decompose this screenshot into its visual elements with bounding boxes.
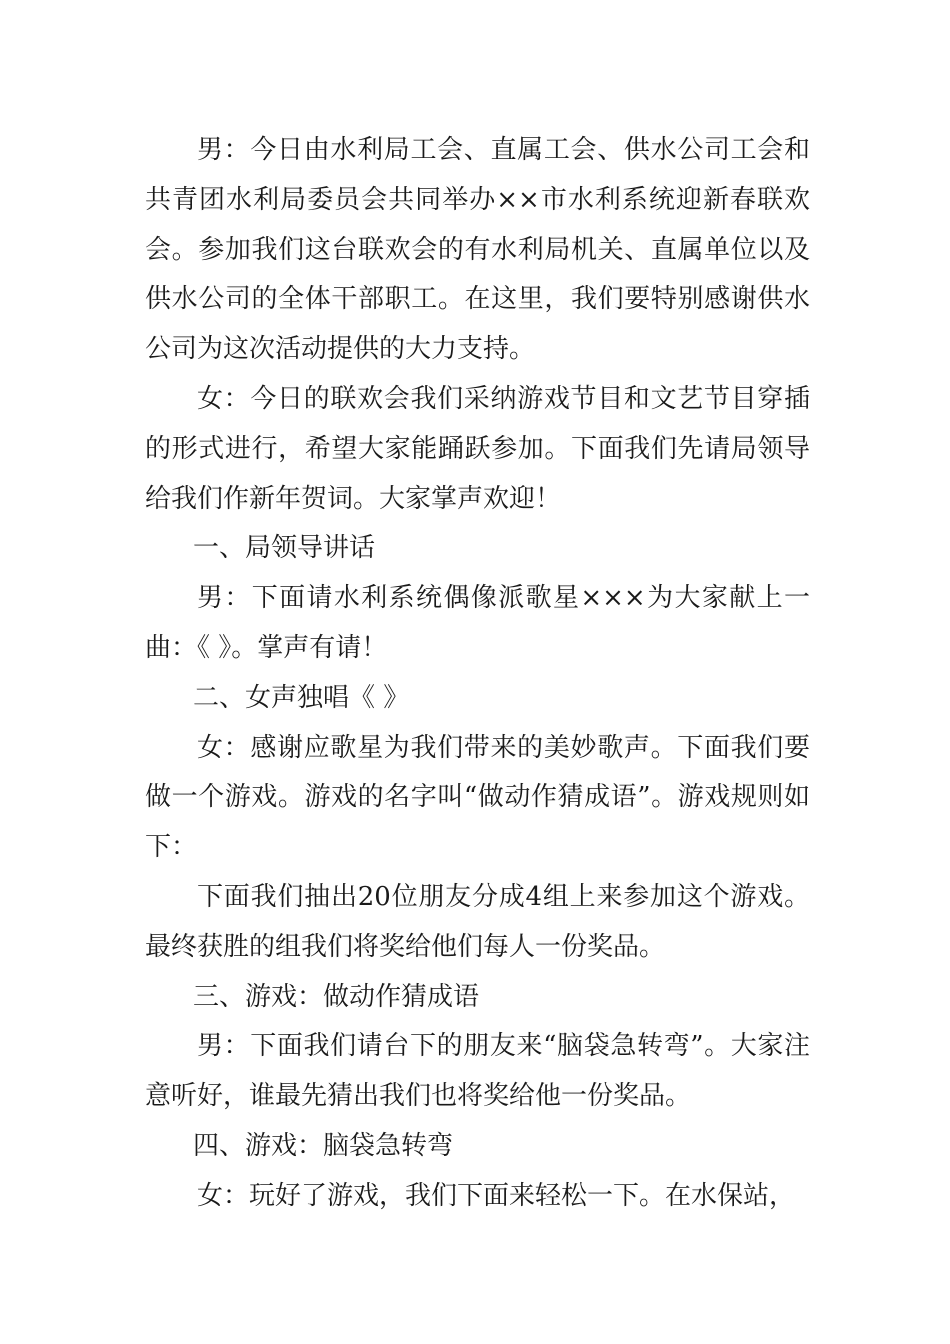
paragraph-brain-teaser-intro: 男：下面我们请台下的朋友来“脑袋急转弯”。大家注意听好，谁最先猜出我们也将奖给他一份奖品。 — [145, 1031, 810, 1112]
section-heading-3: 三、游戏：做动作猜成语 — [193, 981, 480, 1012]
paragraph-opening-male: 男：今日由水利局工会、直属工会、供水公司工会和共青团水利局委员会共同举办××市水利系统迎新春联欢会。参加我们这台联欢会的有水利局机关、直属单位以及供水公司的全体干部职工。在这里，我们要特别感谢供水公司为这次活动提供的大力支持。 — [145, 135, 810, 365]
paragraph-game-rules: 下面我们抽出20位朋友分成4组上来参加这个游戏。最终获胜的组我们将奖给他们每人一份奖品。 — [145, 881, 810, 962]
paragraph-opening-female: 女：今日的联欢会我们采纳游戏节目和文艺节目穿插的形式进行，希望大家能踊跃参加。下面我们先请局领导给我们作新年贺词。大家掌声欢迎！ — [145, 383, 810, 514]
paragraph-intro-singer: 男：下面请水利系统偶像派歌星×××为大家献上一曲：《 》。掌声有请！ — [145, 583, 810, 663]
section-heading-4: 四、游戏：脑袋急转弯 — [193, 1130, 454, 1161]
paragraph-game-intro: 女：感谢应歌星为我们带来的美妙歌声。下面我们要做一个游戏。游戏的名字叫“做动作猜成语”。游戏规则如下： — [145, 732, 810, 863]
section-heading-2: 二、女声独唱《 》 — [193, 682, 410, 713]
document-body — [145, 126, 810, 1222]
section-heading-1: 一、局领导讲话 — [193, 533, 376, 564]
paragraph-relax-intro: 女：玩好了游戏，我们下面来轻松一下。在水保站， — [197, 1180, 796, 1211]
